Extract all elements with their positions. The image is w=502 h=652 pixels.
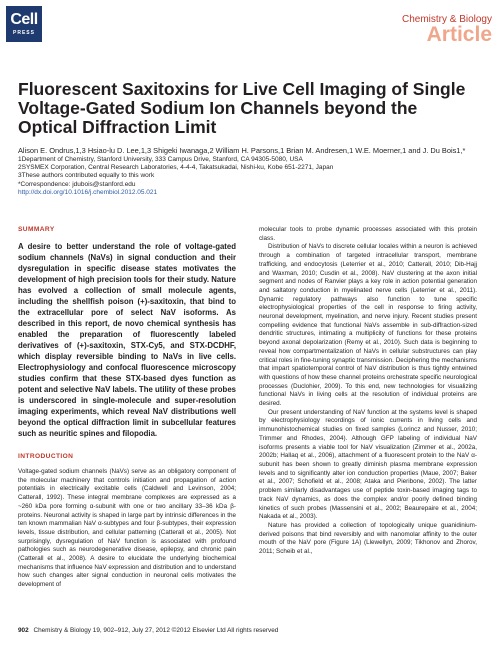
page-number: 902: [18, 627, 29, 634]
left-column: [18, 226, 236, 590]
journal-header: [402, 14, 492, 45]
footer-citation: Chemistry & Biology 19, 902–912, July 27, 2012 ©2012 Elsevier Ltd All rights reserved: [33, 627, 279, 634]
affiliation-2: 2SYSMEX Corporation, Central Research Laboratories, 4-4-4, Takatsukadai, Nishi-ku, Kobe 651-2271, Japan: [18, 164, 334, 172]
body-paragraph: Our present understanding of NaV function at the systems level is shaped by electrophysiology recordings of ionic currents in living cells and immunohistochemical studies on fixed samples (Lorincz and Nusser, 2010; Trimmer and Rhodes, 2004). Although GFP labeling of individual NaV isoforms presents a viable tool for NaV visualization (Zimmer et al., 2002a, 2002b; Hallaq et al., 2006), attachment of a fluorescent protein to the NaV α-subunit has been shown to greatly diminish plasma membrane expression levels and to significantly alter ion conduction properties (Maue, 2007; Baker et al., 2007; Schofield et al., 2008; Ataka and Pieribone, 2002). The latter problem similarly disadvantages use of peptide toxin-based imaging tags to track NaV dynamics, as does the complex and/or poorly defined binding kinetics of such probes (Massensini et al., 2002; Beaurepaire et al., 2004; Nakada et al., 2003).: [259, 408, 477, 521]
affiliation-3: 3These authors contributed equally to this work: [18, 172, 155, 180]
doi-link[interactable]: http://dx.doi.org/10.1016/j.chembiol.2012.05.021: [18, 188, 158, 196]
article-title: Fluorescent Saxitoxins for Live Cell Imaging of Single Voltage-Gated Sodium Ion Channels beyond the Optical Diffraction Limit: [18, 79, 466, 137]
body-paragraph: Distribution of NaVs to discrete cellular locales within a neuron is achieved through a combination of targeted intracellular transport, membrane trafficking, and endocytosis (Leterrier et al., 2010; Catterall, 2010; Dib-Hajj and Waxman, 2010; Cusdin et al., 2008). NaV clustering at the axon initial segment and nodes of Ranvier plays a key role in action potential generation and saltatory conduction in myelinated nerve cells (Leterrier et al., 2011). Dynamic regulatory pathways also function to tune specific electrophysiological properties of the cell in response to firing activity, neuronal development, myelination, and nerve injury. Recent studies present compelling evidence that functional NaVs assemble in sub-diffraction-sized dendritic structures, intimating a multiplicity of functions for these proteins beyond axonal depolarization (Remy et al., 2010). Such data is beginning to reveal how compartmentalization of NaVs in cellular substructures can play critical roles in fine-tuning synaptic transmission. Deciphering the mechanisms that impart spatiotemporal control of NaV distribution is thus tightly entwined with questions of how these channel proteins orchestrate specific neurological processes (Duclohier, 2009). To this end, new technologies for visualizing functional NaVs in living cells at the resolution of individual proteins are desired.: [259, 243, 477, 408]
journal-name: Chemistry & Biology: [401, 14, 492, 25]
correspondence: *Correspondence: jdubois@stanford.edu: [18, 180, 136, 188]
body-paragraph: molecular tools to probe dynamic processes associated with this protein class.: [259, 226, 477, 242]
front-matter: [18, 146, 488, 197]
affiliation-1: 1Department of Chemistry, Stanford University, 333 Campus Drive, Stanford, CA 94305-5080, USA: [18, 156, 303, 163]
cell-press-logo: [6, 6, 42, 42]
author-list: Alison E. Ondrus,1,3 Hsiao-lu D. Lee,1,3 Shigeki Iwanaga,2 William H. Parsons,1 Brian M. Andresen,1 W.E. Moerner,1 and J. Du Bois1,*: [18, 146, 466, 155]
article-type: Article: [426, 23, 492, 46]
summary-text: A desire to better understand the role of voltage-gated sodium channels (NaVs) in signal conduction and their dysregulation in specific disease states motivates the development of high precision tools for their study. Nature has evolved a collection of small molecule agents, including the shellfish poison (+)-saxitoxin, that bind to the extracellular pore of select NaV isoforms. As described in this report, de novo chemical synthesis has enabled the preparation of fluorescently labeled derivatives of (+)-saxitoxin, STX-Cy5, and STX-DCDHF, which display reversible binding to NaVs in live cells. Electrophysiology and confocal fluorescence microscopy studies confirm that these STX-based dyes function as potent and selective NaV labels. The utility of these probes is underscored in single-molecule and super-resolution imaging experiments, which reveal NaV distributions well beyond the optical diffraction limit in subcellular features such as neuritic spines and filopodia.: [18, 242, 236, 438]
introduction-text: Voltage-gated sodium channels (NaVs) serve as an obligatory component of the molecular machinery that controls initiation and propagation of action potentials in electrically excitable cells (Caldwell and Levinson, 2004; Catterall, 1992). These integral membrane complexes are expressed as a ~260 kDa pore forming α-subunit with one or two ancillary 33–36 kDa β-proteins. Neuronal activity is shaped in large part by intrinsic differences in the ten known mammalian NaV α-subtypes and four β-subtypes, their expression levels, tissue distribution, and cellular patterning (Catterall et al., 2005). Not surprisingly, dysregulation of NaV function is associated with profound pathologies such as neurodegenerative disease, epilepsy, and chronic pain (Catterall et al., 2008). A desire to elucidate the underlying biochemical mechanisms that influence NaV expression and distribution and to understand how such changes alter signal conduction in neuronal cells motivates the development of: [18, 468, 236, 589]
introduction-heading: INTRODUCTION: [18, 453, 74, 460]
page-footer: [18, 627, 278, 634]
body-paragraph: Nature has provided a collection of topologically unique guanidinium-derived poisons that bind reversibly and with nanomolar affinity to the outer mouth of the NaV pore (Figure 1A) (Llewellyn, 2009; Tikhonov and Zhorov, 2011; Scheib et al.,: [259, 521, 477, 556]
logo-wordmark: Cell: [10, 11, 38, 28]
right-column: [259, 226, 477, 557]
logo-subtext: PRESS: [13, 30, 35, 36]
summary-heading: SUMMARY: [18, 226, 55, 233]
